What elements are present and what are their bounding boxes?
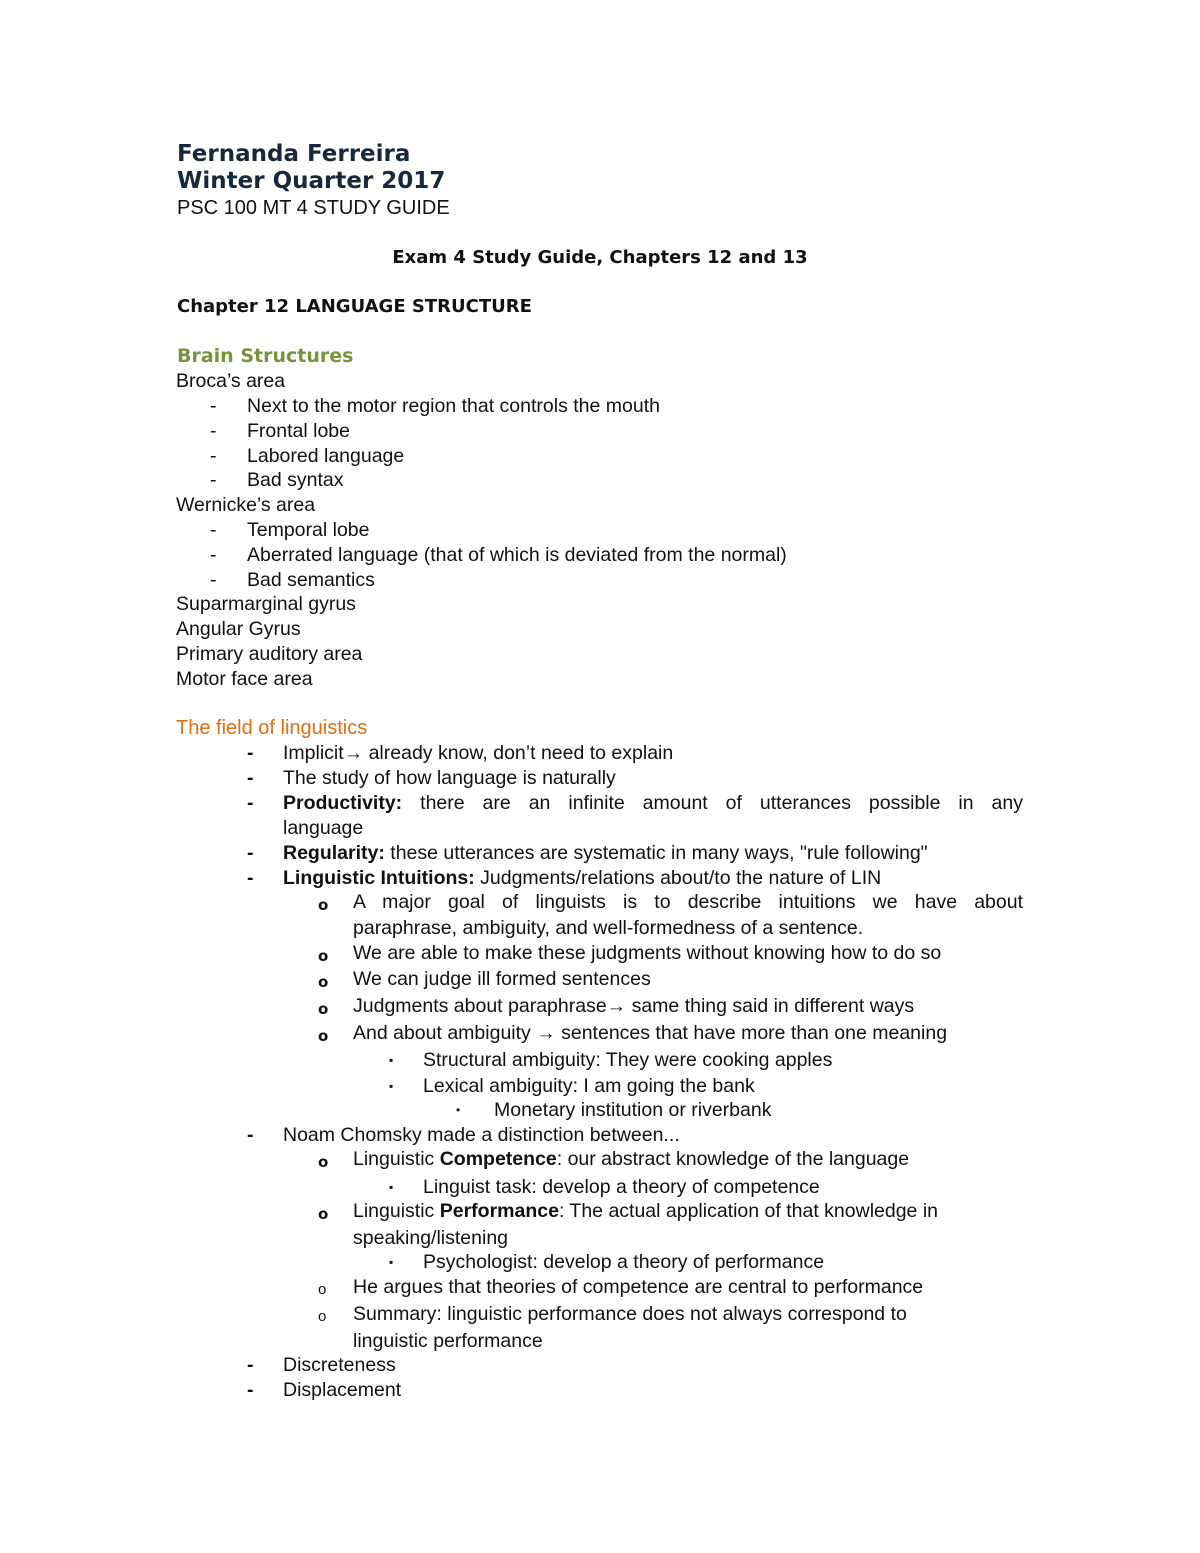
sub-item-continued: speaking/listening (353, 1227, 509, 1249)
list-item: Implicit→ already know, don’t need to explain (283, 742, 674, 764)
wernicke-area: Wernicke’s area (176, 494, 316, 516)
list-item: Noam Chomsky made a distinction between... (283, 1124, 680, 1146)
dash-marker: - (210, 469, 217, 491)
circle-marker: o (318, 973, 329, 991)
sub-sub-item: Lexical ambiguity: I am going the bank (423, 1075, 755, 1097)
list-item: Discreteness (283, 1354, 396, 1376)
list-item: Regularity: these utterances are systematic in many ways, "rule following" (283, 842, 928, 864)
sub-item-continued: paraphrase, ambiguity, and well-formedness of a sentence. (353, 917, 864, 939)
sub-item-continued: linguistic performance (353, 1330, 543, 1352)
sub-item: A major goal of linguists is to describe intuitions we have about (353, 891, 1023, 913)
dash-marker: - (247, 792, 254, 814)
list-item: Frontal lobe (247, 420, 350, 442)
sub-sub-item: Structural ambiguity: They were cooking apples (423, 1049, 833, 1071)
circle-marker: o (318, 896, 329, 914)
brain-structures-heading: Brain Structures (177, 345, 354, 367)
circle-marker: o (318, 1027, 329, 1045)
list-item: Displacement (283, 1379, 402, 1401)
square-bullet-icon: ▪ (389, 1180, 394, 1194)
dash-marker: - (210, 569, 217, 591)
brain-structure-item: Suparmarginal gyrus (176, 593, 356, 615)
document-title: Exam 4 Study Guide, Chapters 12 and 13 (392, 247, 808, 268)
circle-marker: o (318, 1281, 327, 1298)
dash-marker: - (210, 395, 217, 417)
circle-marker: o (318, 1205, 329, 1223)
dash-marker: - (247, 1124, 254, 1146)
broca-area: Broca’s area (176, 370, 286, 392)
list-item-continued: language (283, 817, 364, 839)
circle-marker: o (318, 1153, 329, 1171)
list-item: The study of how language is naturally (283, 767, 616, 789)
course-label: PSC 100 MT 4 STUDY GUIDE (177, 197, 450, 219)
dash-marker: - (247, 1354, 254, 1376)
dash-marker: - (210, 445, 217, 467)
sub-sub-item: Psychologist: develop a theory of performance (423, 1251, 825, 1273)
dash-marker: - (247, 742, 254, 764)
list-item: Linguistic Intuitions: Judgments/relations about/to the nature of LIN (283, 867, 882, 889)
sub-item: Summary: linguistic performance does not always correspond to (353, 1303, 907, 1325)
sub-item: He argues that theories of competence are central to performance (353, 1276, 924, 1298)
sub-item: Linguistic Competence: our abstract knowledge of the language (353, 1148, 910, 1170)
dot-bullet-icon: • (456, 1103, 461, 1117)
author-name: Fernanda Ferreira (177, 141, 411, 167)
dash-marker: - (210, 544, 217, 566)
circle-marker: o (318, 1308, 327, 1325)
sub-item: Judgments about paraphrase→ same thing said in different ways (353, 995, 915, 1017)
sub-item: And about ambiguity → sentences that have more than one meaning (353, 1022, 948, 1044)
list-item: Bad syntax (247, 469, 344, 491)
square-bullet-icon: ▪ (389, 1079, 394, 1093)
square-bullet-icon: ▪ (389, 1255, 394, 1269)
list-item: Productivity: there are an infinite amount of utterances possible in any (283, 792, 1024, 814)
chapter-heading: Chapter 12 LANGUAGE STRUCTURE (177, 296, 532, 317)
list-item: Temporal lobe (247, 519, 370, 541)
arrow-icon: → (606, 995, 627, 1017)
dash-marker: - (247, 842, 254, 864)
list-item: Bad semantics (247, 569, 375, 591)
linguistics-heading: The field of linguistics (176, 717, 368, 739)
brain-structure-item: Primary auditory area (176, 643, 363, 665)
sub-item: We can judge ill formed sentences (353, 968, 651, 990)
term-label: Winter Quarter 2017 (177, 168, 446, 194)
circle-marker: o (318, 1000, 329, 1018)
sub-sub-sub-item: Monetary institution or riverbank (494, 1099, 772, 1121)
dash-marker: - (247, 867, 254, 889)
list-item: Next to the motor region that controls the mouth (247, 395, 660, 417)
brain-structure-item: Motor face area (176, 668, 313, 690)
sub-item: Linguistic Performance: The actual application of that knowledge in (353, 1200, 938, 1222)
dash-marker: - (247, 767, 254, 789)
arrow-icon: → (343, 742, 364, 764)
square-bullet-icon: ▪ (389, 1053, 394, 1067)
dash-marker: - (247, 1379, 254, 1401)
list-item: Labored language (247, 445, 405, 467)
dash-marker: - (210, 519, 217, 541)
sub-sub-item: Linguist task: develop a theory of competence (423, 1176, 820, 1198)
dash-marker: - (210, 420, 217, 442)
list-item: Aberrated language (that of which is deviated from the normal) (247, 544, 787, 566)
brain-structure-item: Angular Gyrus (176, 618, 301, 640)
sub-item: We are able to make these judgments without knowing how to do so (353, 942, 942, 964)
circle-marker: o (318, 947, 329, 965)
arrow-icon: → (536, 1022, 556, 1044)
